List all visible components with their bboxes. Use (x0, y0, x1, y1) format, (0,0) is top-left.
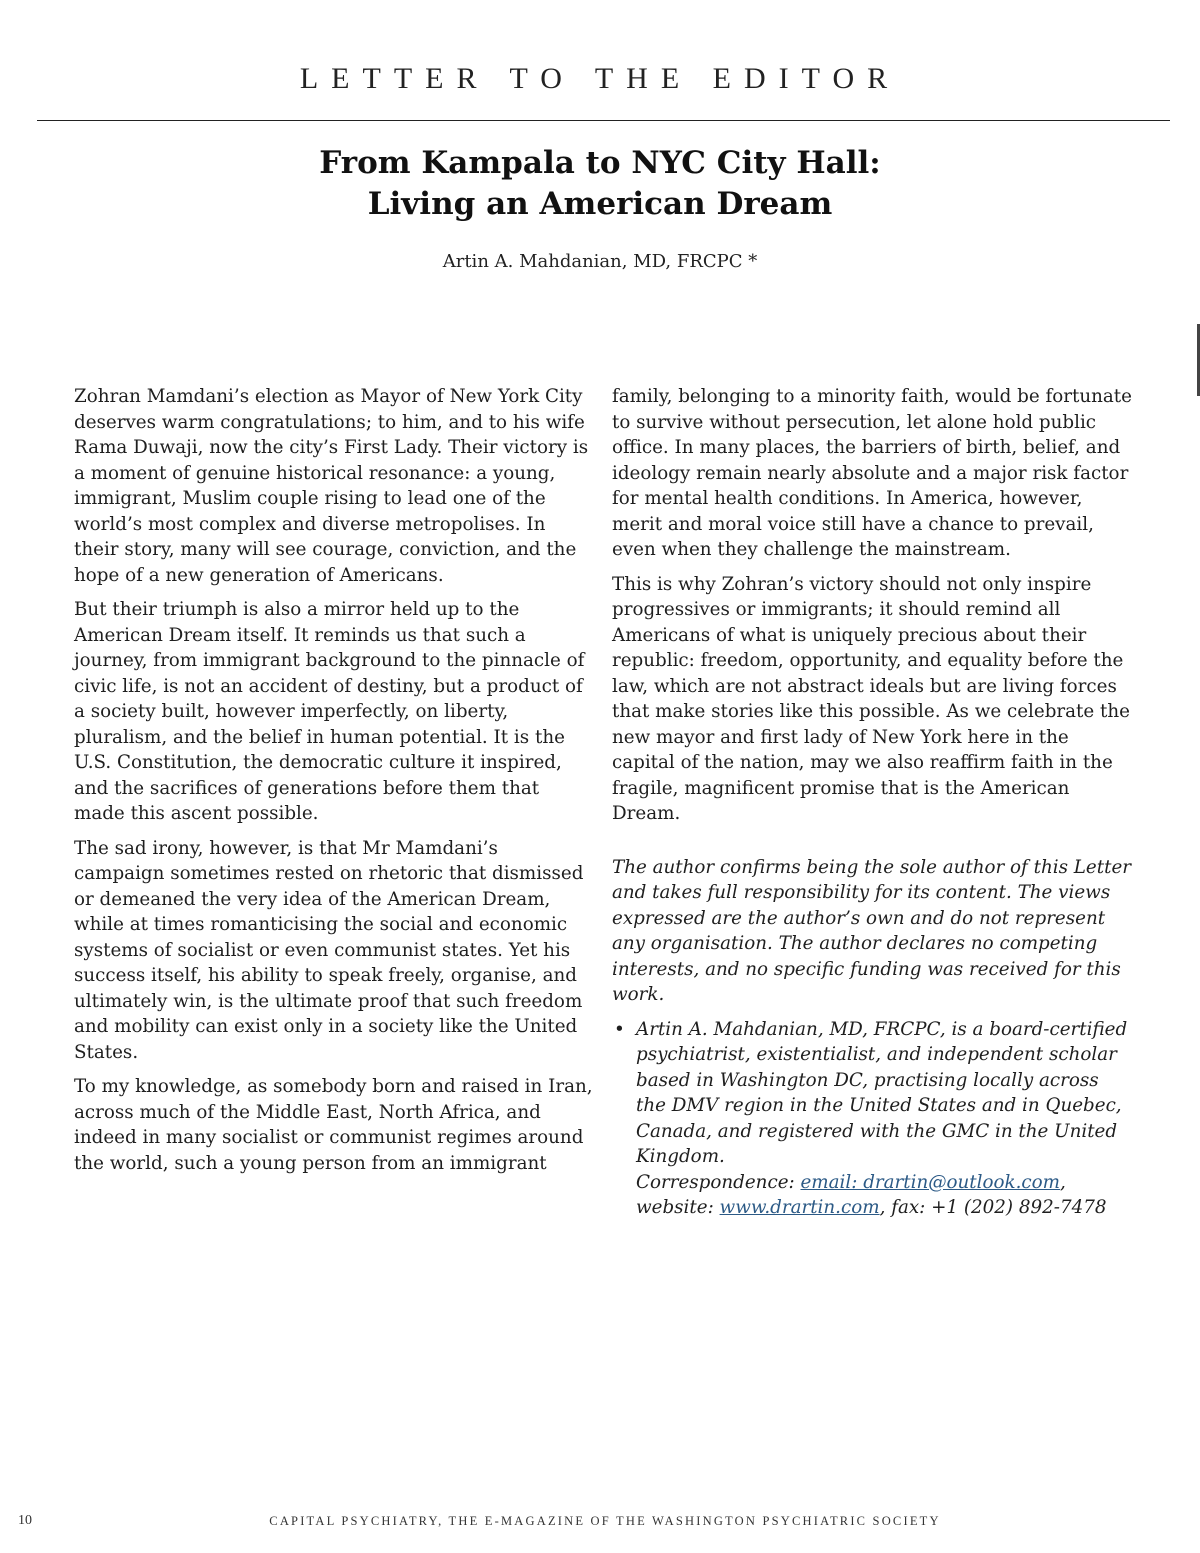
left-column (74, 384, 594, 1185)
header-divider (37, 120, 1170, 121)
author-notes (612, 855, 1134, 1221)
correspondence-label: Correspondence: (636, 1171, 801, 1193)
bullet-icon: • (614, 1018, 625, 1040)
paragraph: This is why Zohran’s victory should not only inspire progressives or immigrants; it should remind all Americans of what is uniquely precious about their republic: freedom, opportunity, and equality before the law, which are not abstract ideals but are living forces that make stories like this possible. As we celebrate the new mayor and first lady of New York here in the capital of the nation, may we also reaffirm faith in the fragile, magnificent promise that is the American Dream. (612, 573, 1130, 824)
right-column (612, 384, 1134, 1221)
paragraph: But their triumph is also a mirror held up to the American Dream itself. It reminds us that such a journey, from immigrant background to the pinnacle of civic life, is not an accident of destiny, but a product of a society built, however imperfectly, on liberty, pluralism, and the belief in human potential. It is the U.S. Constitution, the democratic culture it inspired, and the sacrifices of generations before them that made this ascent possible. (74, 599, 585, 824)
article-title: From Kampala to NYC City Hall: (319, 145, 881, 181)
author-byline: Artin A. Mahdanian, MD, FRCPC * (442, 251, 758, 272)
fax-number: , fax: +1 (202) 892-7478 (879, 1197, 1107, 1218)
article-subtitle: Living an American Dream (367, 186, 833, 222)
paragraph: To my knowledge, as somebody born and raised in Iran, across much of the Middle East, North Africa, and indeed in many socialist or communist regimes around the world, such a young person from an immigrant (74, 1076, 593, 1174)
page-number: 10 (18, 1513, 32, 1528)
separator-comma: , (1059, 1171, 1066, 1193)
paragraph: The sad irony, however, is that Mr Mamdani’s campaign sometimes rested on rhetoric that dismissed or demeaned the very idea of the American Dream, while at times romanticising the social and economic systems of socialist or even communist states. Yet his success itself, his ability to speak freely, organise, and ultimately win, is the ultimate proof that such freedom and mobility can exist only in a society like the United States. (74, 837, 584, 1063)
author-bio-item (612, 1017, 1134, 1221)
paragraph: Zohran Mamdani’s election as Mayor of New York City deserves warm congratulations; to him, and to his wife Rama Duwaji, now the city’s First Lady. Their victory is a moment of genuine historical resonance: a young, immigrant, Muslim couple rising to lead one of the world’s most complex and diverse metropolises. In their story, many will see courage, conviction, and the hope of a new generation of Americans. (74, 386, 589, 586)
website-label: website: (636, 1197, 720, 1218)
publication-footer: CAPITAL PSYCHIATRY, THE E-MAGAZINE OF THE WASHINGTON PSYCHIATRIC SOCIETY (269, 1514, 941, 1528)
author-note-list (612, 1017, 1134, 1221)
website-link[interactable]: www.drartin.com (719, 1197, 880, 1218)
section-heading: LETTER TO THE EDITOR (299, 62, 901, 95)
disclosure-statement: The author confirms being the sole author of this Letter and takes full responsibility for its content. The views expressed are the author’s own and do not represent any organisation. The author declares no competing interests, and no specific funding was received for this work. (612, 856, 1131, 1005)
email-link[interactable]: email: drartin@outlook.com (800, 1171, 1060, 1193)
author-bio: Artin A. Mahdanian, MD, FRCPC, is a board-certified psychiatrist, existentialist, and independent scholar based in Washington DC, practising locally across the DMV region in the United States and in Quebec, Canada, and registered with the GMC in the United Kingdom. (636, 1018, 1128, 1167)
paragraph: family, belonging to a minority faith, would be fortunate to survive without persecution, let alone hold public office. In many places, the barriers of birth, belief, and ideology remain nearly absolute and a major risk factor for mental health conditions. In America, however, merit and moral voice still have a chance to prevail, even when they challenge the mainstream. (612, 386, 1132, 560)
